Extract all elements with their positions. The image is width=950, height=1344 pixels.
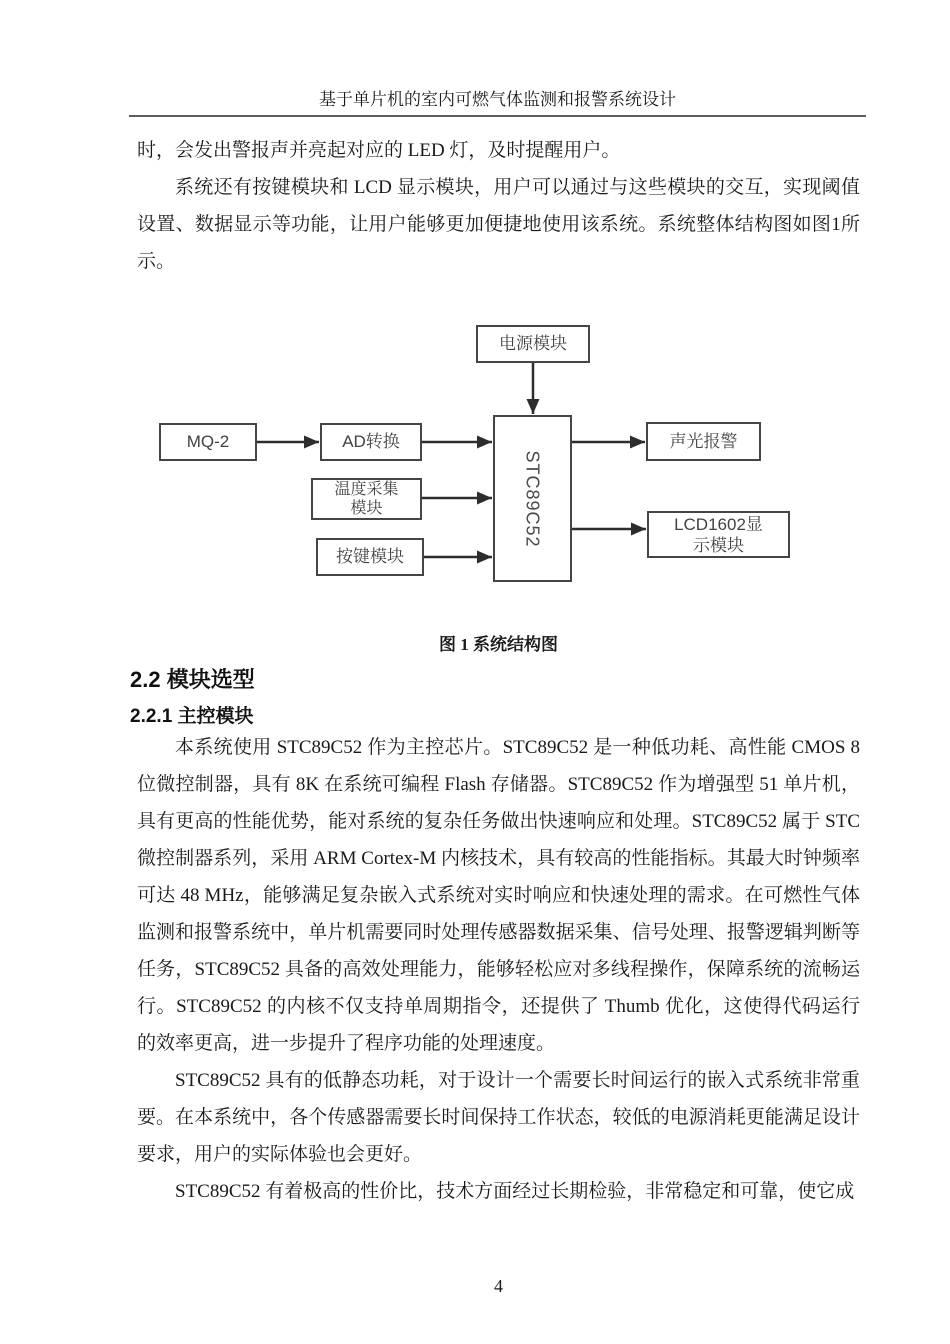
body-paragraph: STC89C52 有着极高的性价比，技术方面经过长期检验，非常稳定和可靠，使它成 — [175, 1181, 855, 1202]
body-paragraph: 系统还有按键模块和 LCD 显示模块，用户可以通过与这些模块的交互，实现阈值设置、数据显示等功能，让用户能够更加便捷地使用该系统。系统整体结构图如图1所示。 — [137, 177, 860, 272]
diagram-box-sound-light-alarm — [646, 422, 761, 461]
body-paragraph: STC89C52 具有的低静态功耗，对于设计一个需要长时间运行的嵌入式系统非常重要。在本系统中，各个传感器需要长时间保持工作状态，较低的电源消耗更能满足设计要求，用户的实际体验也会更好。 — [137, 1070, 860, 1165]
diagram-box-label: 电源模块 — [499, 334, 567, 353]
diagram-box-label: MQ-2 — [186, 432, 230, 451]
diagram-box-power-module — [476, 325, 590, 363]
diagram-box-label: 温度采集 — [334, 481, 399, 498]
main-text — [137, 729, 860, 1210]
system-structure-diagram — [140, 315, 810, 595]
section-heading: 2.2 模块选型 — [130, 667, 255, 692]
running-header-title: 基于单片机的室内可燃气体监测和报警系统设计 — [319, 90, 676, 109]
diagram-box-label: AD转换 — [342, 432, 400, 451]
diagram-box-label: STC89C52 — [522, 449, 543, 548]
page-number: 4 — [494, 1276, 503, 1296]
diagram-box-key-module — [316, 538, 424, 576]
subsection-heading: 2.2.1 主控模块 — [130, 706, 254, 727]
body-paragraph: 时，会发出警报声并亮起对应的 LED 灯，及时提醒用户。 — [137, 140, 621, 161]
diagram-box-label: 模块 — [350, 500, 383, 517]
diagram-box-lcd1602-display — [647, 511, 790, 558]
diagram-box-temperature-module — [311, 478, 422, 520]
diagram-box-label: 按键模块 — [336, 547, 404, 566]
diagram-box-label: 示模块 — [692, 535, 744, 555]
diagram-box-label: 声光报警 — [669, 431, 738, 451]
intro-text — [137, 132, 860, 280]
diagram-box-label: LCD1602显 — [674, 514, 763, 534]
diagram-box-mq2-sensor — [159, 423, 257, 461]
diagram-box-mcu-stc89c52 — [493, 415, 572, 582]
running-header — [129, 90, 866, 117]
figure-caption: 图 1 系统结构图 — [439, 635, 558, 654]
body-paragraph: 本系统使用 STC89C52 作为主控芯片。STC89C52 是一种低功耗、高性能 CMOS 8 位微控制器，具有 8K 在系统可编程 Flash 存储器。STC89C52 作为增强型 51 单片机，具有更高的性能优势，能对系统的复杂任务做出快速响应和处理。STC89C52 属于 STC 微控制器系列，采用 ARM Cortex-M 内核技术，具有较高的性能指标。其最大时钟频率可达 48 MHz，能够满足复杂嵌入式系统对实时响应和快速处理的需求。在可燃性气体监测和报警系统中，单片机需要同时处理传感器数据采集、信号处理、报警逻辑判断等任务，STC89C52 具备的高效处理能力，能够轻松应对多线程操作，保障系统的流畅运行。STC89C52 的内核不仅支持单周期指令，还提供了 Thumb 优化，这使得代码运行的效率更高，进一步提升了程序功能的处理速度。 — [137, 737, 860, 1054]
diagram-box-ad-converter — [320, 423, 422, 461]
